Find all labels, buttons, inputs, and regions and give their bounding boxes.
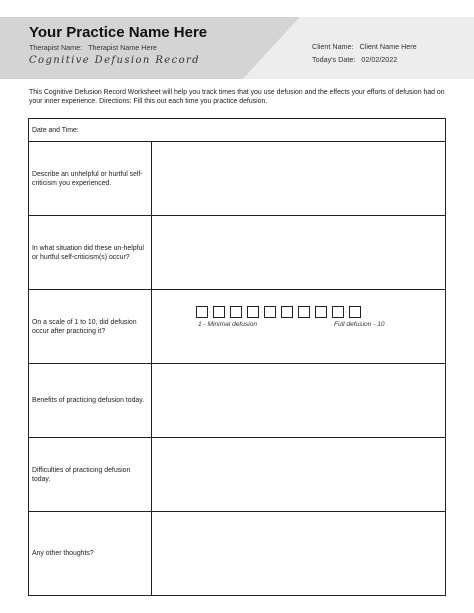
intro-text: This Cognitive Defusion Record Worksheet will help you track times that you use defusion and the effects your efforts of defusion had on your inner experience. Directions: Fill this out each time you practice defusion. <box>29 89 445 105</box>
question-row <box>29 290 445 364</box>
date-time-label: Date and Time: <box>32 126 79 134</box>
scale-checkbox[interactable] <box>298 306 310 318</box>
question-row <box>29 142 445 216</box>
question-row <box>29 438 445 512</box>
answer-field[interactable] <box>152 512 445 595</box>
question-row <box>29 364 445 438</box>
scale-checkbox[interactable] <box>247 306 259 318</box>
question-label: In what situation did these un-helpful or hurtful self-criticism(s) occur? <box>29 216 152 289</box>
scale-max-label: Full defusion - 10 <box>334 321 385 328</box>
question-row <box>29 216 445 290</box>
date-value[interactable]: 02/02/2022 <box>361 55 398 64</box>
record-form <box>28 118 446 596</box>
answer-field[interactable] <box>152 364 445 437</box>
question-label: On a scale of 1 to 10, did defusion occur after practicing it? <box>29 290 152 363</box>
practice-name: Your Practice Name Here <box>29 24 208 41</box>
question-label: Benefits of practicing defusion today. <box>29 364 152 437</box>
question-label: Describe an unhelpful or hurtful self-criticism you experienced. <box>29 142 152 215</box>
scale-min-label: 1 - Minimal defusion <box>198 321 258 328</box>
therapist-row <box>29 43 157 52</box>
client-label: Client Name: <box>312 42 354 51</box>
client-block <box>312 40 417 66</box>
scale-field <box>152 290 445 363</box>
scale-checkbox[interactable] <box>230 306 242 318</box>
answer-field[interactable] <box>152 216 445 289</box>
record-title: Cognitive Defusion Record <box>29 55 200 66</box>
scale-checkbox[interactable] <box>332 306 344 318</box>
date-row <box>312 53 417 66</box>
scale-checkbox[interactable] <box>349 306 361 318</box>
scale-checkbox[interactable] <box>213 306 225 318</box>
client-row <box>312 40 417 53</box>
client-name[interactable]: Client Name Here <box>359 42 417 51</box>
question-row <box>29 512 445 595</box>
scale-checkbox[interactable] <box>315 306 327 318</box>
answer-field[interactable] <box>152 142 445 215</box>
scale-checkbox[interactable] <box>281 306 293 318</box>
answer-field[interactable] <box>152 438 445 511</box>
date-time-row[interactable] <box>29 119 445 142</box>
therapist-label: Therapist Name: <box>29 43 83 52</box>
scale-checkboxes <box>196 306 361 318</box>
therapist-name[interactable]: Therapist Name Here <box>88 43 157 52</box>
date-label: Today's Date: <box>312 55 356 64</box>
question-label: Difficulties of practicing defusion today. <box>29 438 152 511</box>
scale-checkbox[interactable] <box>264 306 276 318</box>
scale-checkbox[interactable] <box>196 306 208 318</box>
question-label: Any other thoughts? <box>29 512 152 595</box>
